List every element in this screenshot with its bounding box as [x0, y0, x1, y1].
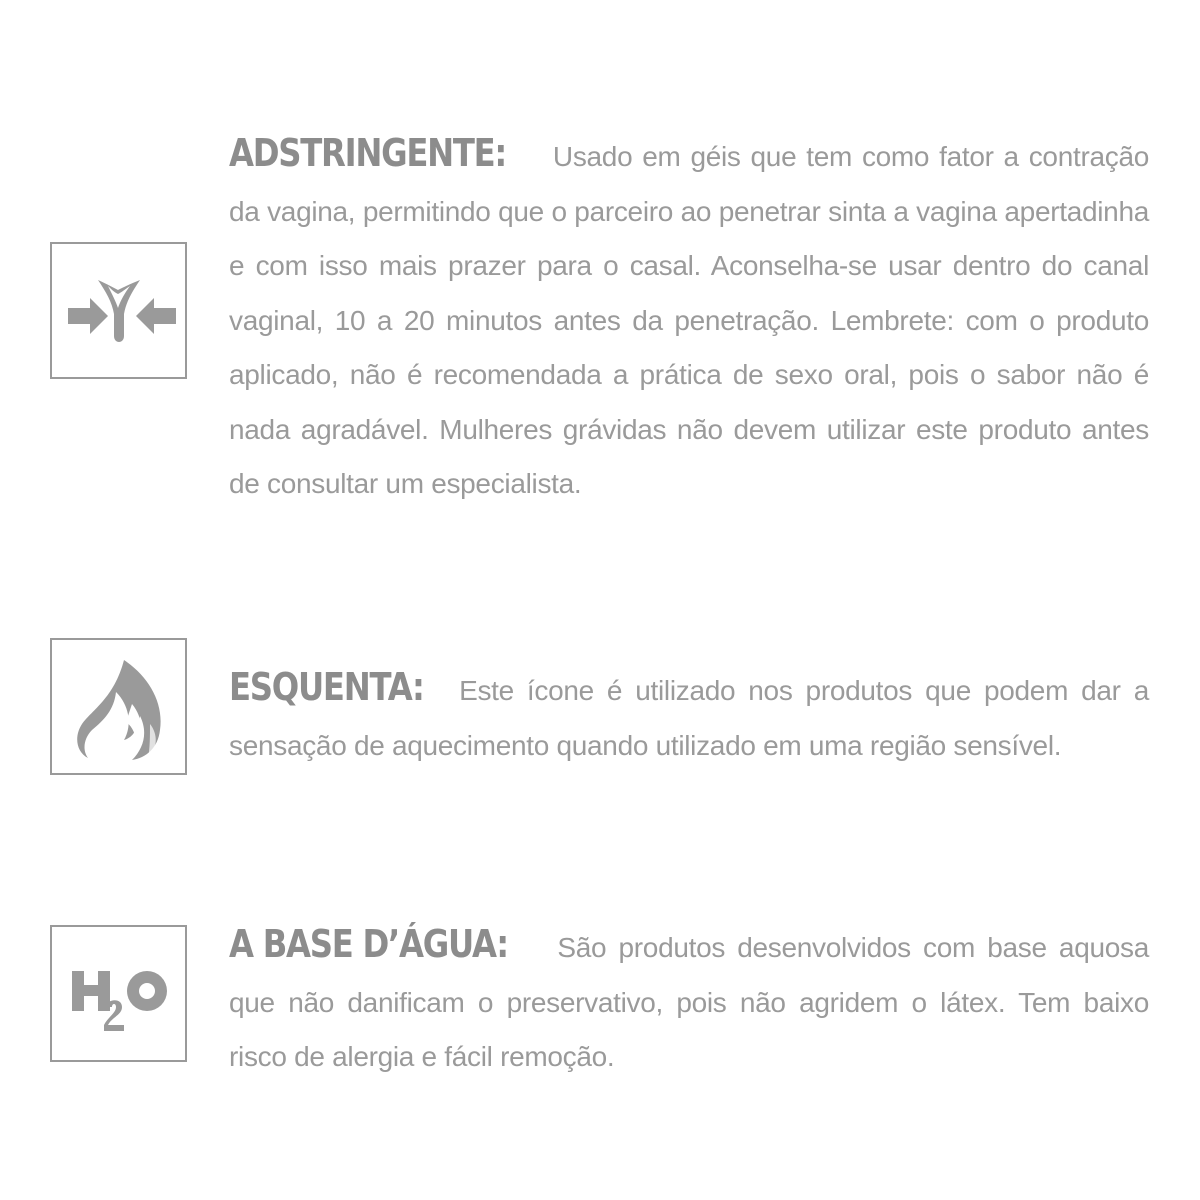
- feature-body: Usado em géis que tem como fator a contração da vagina, permitindo que o parceiro ao penetrar sinta a vagina apertadinha e com isso mais prazer para o casal. Aconselha-se usar dentro do canal vaginal, 10 a 20 minutos antes da penetração. Lembrete: com o produto aplicado, não é recomendada a prática de sexo oral, pois o sabor não é nada agradável. Mulheres grávidas não devem utilizar este produto antes de consultar um especialista.: [229, 141, 1149, 499]
- flame-icon: [50, 638, 187, 775]
- feature-description: [229, 917, 1149, 1085]
- feature-description: [229, 126, 1149, 512]
- feature-description: [229, 660, 1149, 773]
- feature-heading: A BASE D’ÁGUA:: [229, 922, 508, 966]
- h2o-icon: [50, 925, 187, 1062]
- feature-body: Este ícone é utilizado nos produtos que podem dar a sensação de aquecimento quando utilizado em uma região sensível.: [229, 675, 1149, 761]
- feature-heading: ESQUENTA:: [229, 665, 424, 709]
- feature-body: São produtos desenvolvidos com base aquosa que não danificam o preservativo, pois não agridem o látex. Tem baixo risco de alergia e fácil remoção.: [229, 932, 1149, 1072]
- feature-heading: ADSTRINGENTE:: [229, 131, 507, 175]
- contraction-arrows-icon: [50, 242, 187, 379]
